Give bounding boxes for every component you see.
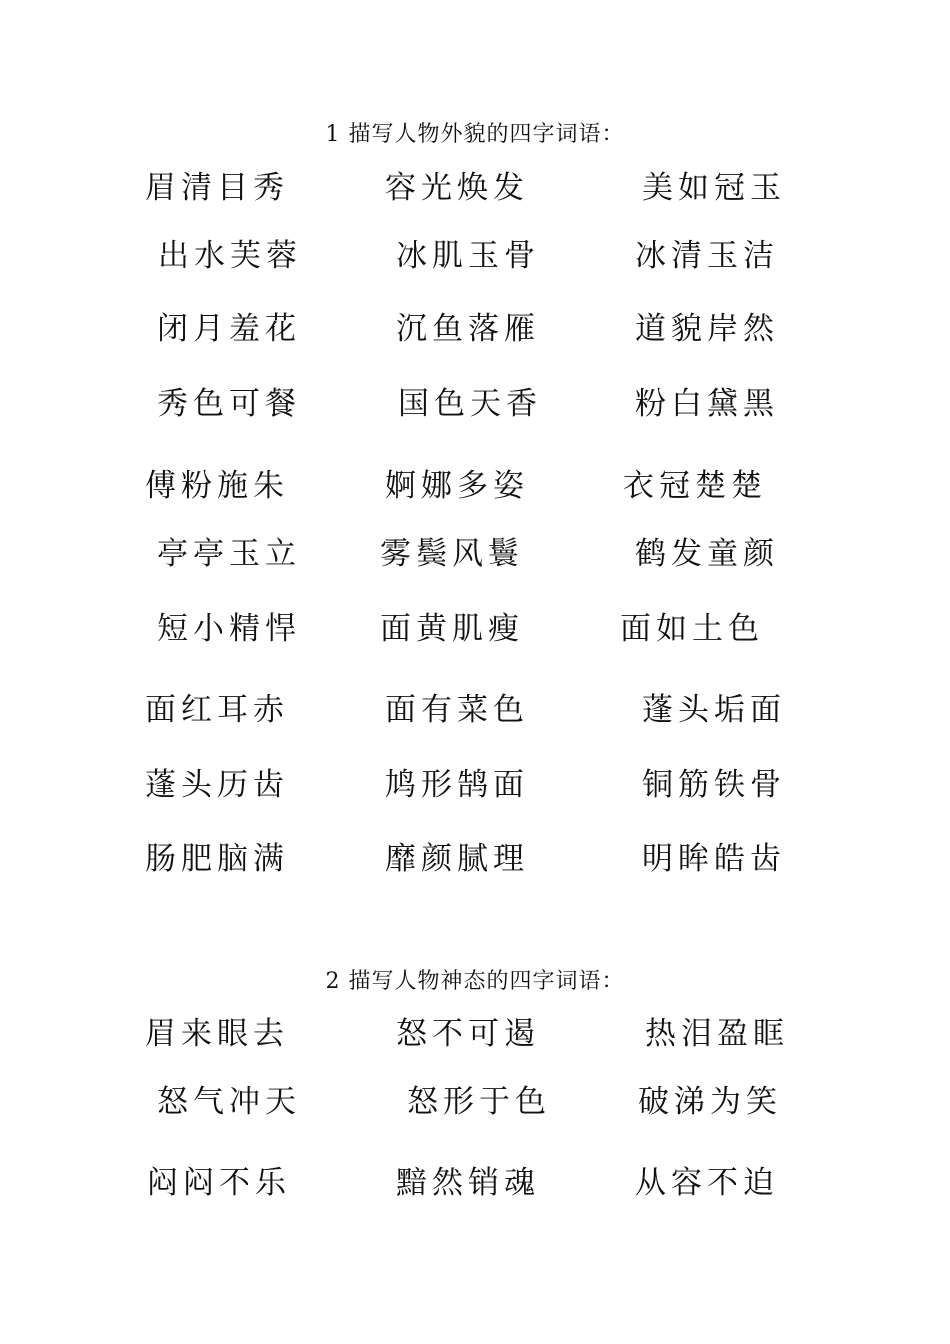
term: 短小精悍 bbox=[157, 611, 301, 647]
term: 蓬头垢面 bbox=[642, 692, 786, 728]
term: 鸠形鹄面 bbox=[385, 767, 529, 803]
term: 雾鬓风鬟 bbox=[380, 536, 524, 572]
term: 美如冠玉 bbox=[642, 170, 786, 206]
term: 明眸皓齿 bbox=[642, 841, 786, 877]
term: 靡颜腻理 bbox=[385, 841, 529, 877]
term: 面红耳赤 bbox=[145, 692, 289, 728]
section-heading-appearance: 1 描写人物外貌的四字词语： bbox=[325, 122, 625, 147]
term: 眉清目秀 bbox=[145, 170, 289, 206]
term: 从容不迫 bbox=[635, 1165, 779, 1201]
term: 国色天香 bbox=[398, 386, 542, 422]
term: 面有菜色 bbox=[385, 692, 529, 728]
term: 粉白黛黑 bbox=[635, 386, 779, 422]
term: 怒不可遏 bbox=[396, 1016, 540, 1052]
term: 面黄肌瘦 bbox=[380, 611, 524, 647]
term: 冰肌玉骨 bbox=[396, 238, 540, 274]
section-heading-expression: 2 描写人物神态的四字词语： bbox=[325, 969, 625, 994]
term: 闷闷不乐 bbox=[147, 1165, 291, 1201]
term: 出水芙蓉 bbox=[158, 238, 302, 274]
term: 怒形于色 bbox=[407, 1084, 551, 1120]
term: 怒气冲天 bbox=[157, 1084, 301, 1120]
term: 沉鱼落雁 bbox=[396, 311, 540, 347]
term: 亭亭玉立 bbox=[157, 536, 301, 572]
term: 容光焕发 bbox=[385, 170, 529, 206]
term: 道貌岸然 bbox=[635, 311, 779, 347]
term: 蓬头历齿 bbox=[145, 767, 289, 803]
term: 闭月羞花 bbox=[157, 311, 301, 347]
term: 婀娜多姿 bbox=[385, 468, 529, 504]
term: 破涕为笑 bbox=[638, 1084, 782, 1120]
term: 冰清玉洁 bbox=[635, 238, 779, 274]
term: 衣冠楚楚 bbox=[623, 468, 767, 504]
term: 热泪盈眶 bbox=[645, 1016, 789, 1052]
term: 面如土色 bbox=[620, 611, 764, 647]
term: 肠肥脑满 bbox=[145, 841, 289, 877]
term: 秀色可餐 bbox=[157, 386, 301, 422]
term: 铜筋铁骨 bbox=[642, 767, 786, 803]
term: 傅粉施朱 bbox=[145, 468, 289, 504]
term: 鹤发童颜 bbox=[635, 536, 779, 572]
term: 黯然销魂 bbox=[396, 1165, 540, 1201]
term: 眉来眼去 bbox=[145, 1016, 289, 1052]
